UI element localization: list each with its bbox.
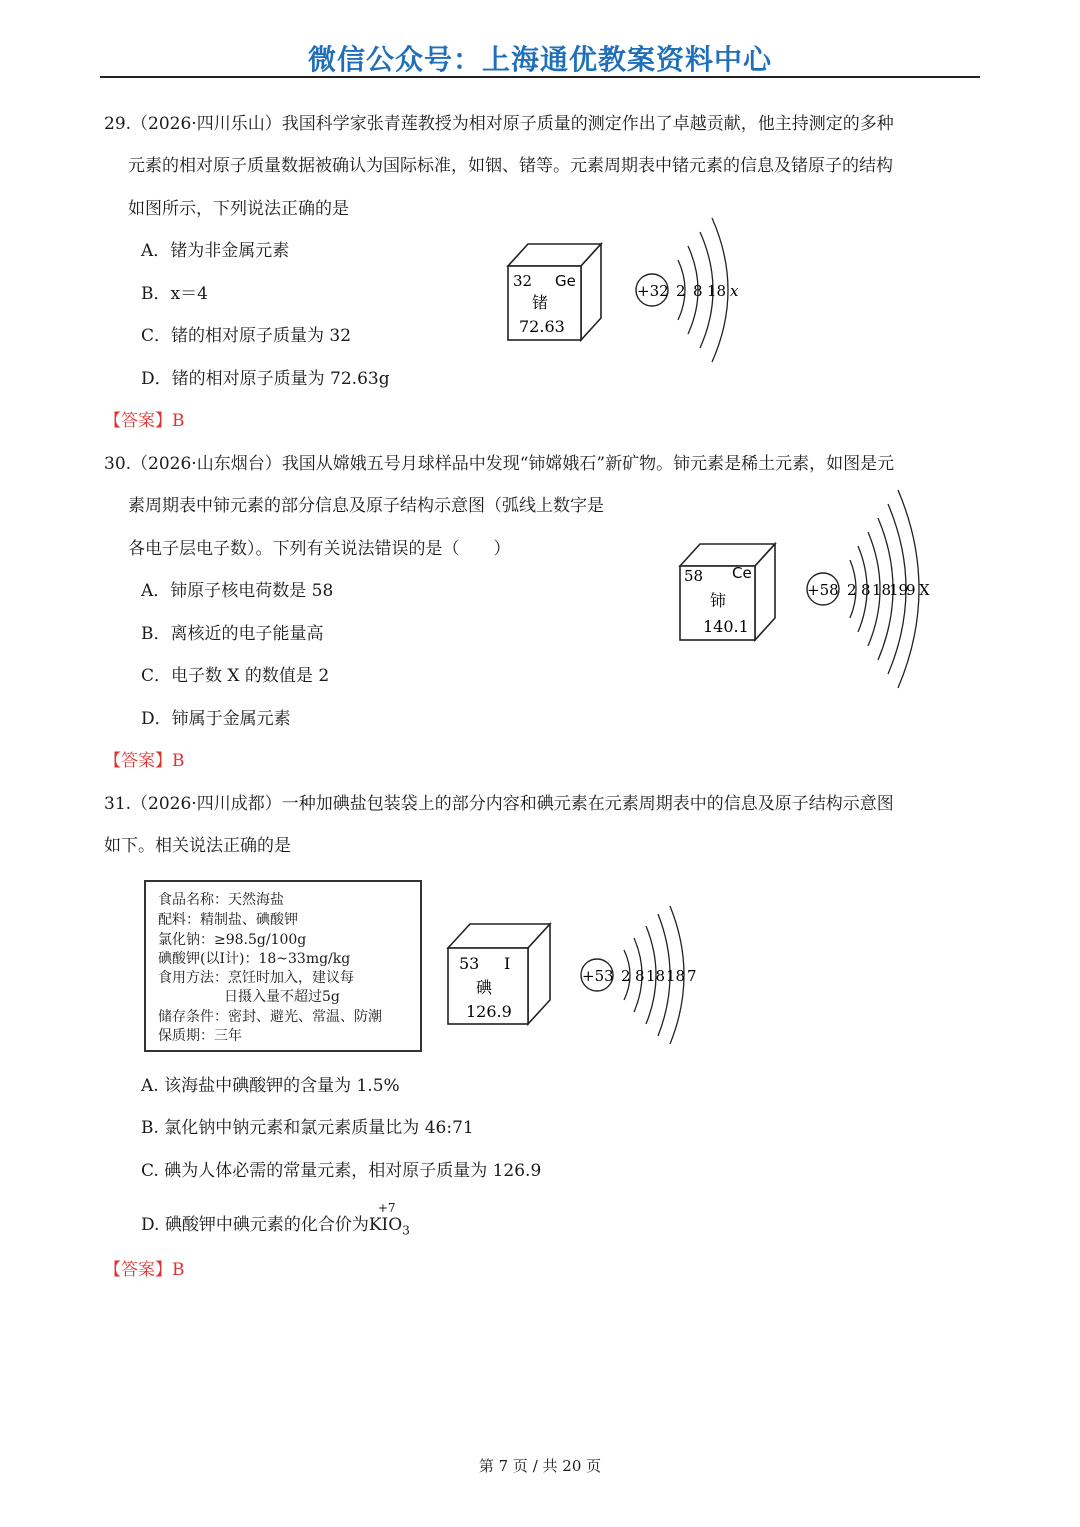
q31-formula-subscript: 3 [402, 1223, 410, 1238]
answer-bracket-close: 】 [155, 1260, 172, 1280]
header-divider [100, 76, 980, 78]
answer-label: 答案 [121, 751, 155, 771]
q31-element-cell [440, 918, 558, 1030]
header-title: 微信公众号：上海通优教案资料中心 [307, 43, 772, 76]
q31-atomic-number: 53 [459, 954, 480, 973]
page-footer: 第 7 页 / 共 20 页 [478, 1457, 602, 1475]
answer-value: B [172, 1260, 185, 1280]
answer-bracket-open: 【 [104, 751, 121, 771]
q29-stem-line3: 如图所示，下列说法正确的是 [128, 199, 349, 219]
q30-stem-line1: 30.（2026·山东烟台）我国从嫦娥五号月球样品中发现“铈嫦娥石”新矿物。铈元素是稀土元素，如图是元 [104, 454, 895, 474]
q30-stem-line2: 素周期表中铈元素的部分信息及原子结构示意图（弧线上数字是 [128, 496, 604, 516]
q29-option-d: D．锗的相对原子质量为 72.63g [141, 369, 390, 389]
q31-option-b: B. 氯化钠中钠元素和氯元素质量比为 46:71 [141, 1118, 474, 1138]
q29-atom-diagram [628, 208, 758, 373]
answer-label: 答案 [121, 411, 155, 431]
q30-shell-2: 8 [861, 581, 871, 599]
q31-shell-2: 8 [635, 967, 645, 985]
q30-shell-4: 19 [889, 581, 909, 599]
q31-nucleus-charge: +53 [582, 967, 614, 985]
q31-shell-3: 18 [646, 967, 666, 985]
answer-bracket-open: 【 [104, 1260, 121, 1280]
q30-option-a: A．铈原子核电荷数是 58 [141, 581, 334, 601]
label-line-potassium-iodate: 碘酸钾(以I计)：18~33mg/kg [158, 951, 351, 967]
q30-shell-3: 18 [872, 581, 892, 599]
q29-answer [104, 413, 185, 430]
q30-element-cell [672, 538, 784, 643]
q29-nucleus-charge: +32 [637, 282, 669, 300]
label-line-shelf-life: 保质期：三年 [158, 1028, 242, 1044]
q31-element-symbol: I [504, 954, 511, 973]
q31-shell-4: 18 [666, 967, 686, 985]
q29-option-c: C．锗的相对原子质量为 32 [141, 326, 352, 346]
label-line-food-name: 食品名称：天然海盐 [158, 892, 284, 908]
q30-element-symbol: Ce [732, 564, 752, 582]
answer-bracket-open: 【 [104, 411, 121, 431]
q30-shell-6: X [919, 581, 930, 599]
label-line-storage: 储存条件：密封、避光、常温、防潮 [158, 1009, 382, 1025]
q29-option-b: B．x＝4 [141, 284, 208, 304]
q31-element-name: 碘 [476, 978, 493, 997]
q31-atomic-mass: 126.9 [466, 1002, 512, 1021]
label-line-ingredients: 配料：精制盐、碘酸钾 [158, 912, 298, 928]
q30-element-name: 铈 [710, 591, 727, 610]
q31-shell-1: 2 [621, 967, 631, 985]
label-line-usage: 食用方法：烹饪时加入，建议每 [158, 970, 354, 986]
answer-value: B [172, 751, 185, 771]
q31-option-a: A. 该海盐中碘酸钾的含量为 1.5% [141, 1076, 400, 1096]
q30-atomic-number: 58 [684, 567, 704, 585]
q31-stem-line2: 如下。相关说法正确的是 [104, 836, 291, 856]
q30-shell-1: 2 [847, 581, 857, 599]
answer-bracket-close: 】 [155, 411, 172, 431]
q30-stem-line3: 各电子层电子数）。下列有关说法错误的是（ ） [128, 539, 511, 559]
q29-shell-3: 18 [707, 282, 727, 300]
q30-answer [104, 753, 185, 770]
q29-element-name: 锗 [532, 293, 549, 312]
q31-formula [368, 1201, 410, 1238]
q29-shell-1: 2 [676, 282, 686, 300]
answer-bracket-close: 】 [155, 751, 172, 771]
q30-shell-5: 9 [906, 581, 916, 599]
q30-option-b: B．离核近的电子能量高 [141, 624, 324, 644]
q29-atomic-number: 32 [513, 272, 533, 290]
q31-answer [104, 1262, 185, 1279]
q31-option-c: C. 碘为人体必需的常量元素，相对原子质量为 126.9 [141, 1161, 542, 1181]
q29-stem-line2: 元素的相对原子质量数据被确认为国际标准，如铟、锗等。元素周期表中锗元素的信息及锗原子的结构 [128, 156, 893, 176]
q31-option-d-text: D. 碘酸钾中碘元素的化合价为 [141, 1215, 369, 1235]
q29-element-symbol: Ge [555, 272, 576, 290]
q31-atom-diagram [574, 904, 702, 1044]
label-line-sodium-chloride: 氯化钠：≥98.5g/100g [158, 932, 307, 948]
q30-option-d: D．铈属于金属元素 [141, 709, 291, 729]
q30-atomic-mass: 140.1 [703, 617, 749, 636]
q30-option-c: C．电子数 X 的数值是 2 [141, 666, 330, 686]
q29-stem-line1: 29.（2026·四川乐山）我国科学家张青莲教授为相对原子质量的测定作出了卓越贡献，他主持测定的多种 [104, 114, 894, 134]
q31-valence: +7 [377, 1201, 396, 1215]
salt-package-label [144, 880, 422, 1052]
q30-nucleus-charge: +58 [807, 581, 839, 599]
q29-atomic-mass: 72.63 [519, 317, 565, 336]
q31-stem-line1: 31.（2026·四川成都）一种加碘盐包装袋上的部分内容和碘元素在元素周期表中的信息及原子结构示意图 [104, 794, 894, 814]
q31-formula-base: KIO [368, 1215, 403, 1235]
q31-shell-5: 7 [687, 967, 697, 985]
label-line-usage-cont: 日摄入量不超过5g [224, 989, 340, 1005]
q30-atom-diagram [798, 486, 948, 696]
q31-option-d [141, 1201, 410, 1238]
q29-option-a: A．锗为非金属元素 [141, 241, 290, 261]
q29-element-cell [500, 238, 610, 343]
answer-label: 答案 [121, 1260, 155, 1280]
answer-value: B [172, 411, 185, 431]
q29-shell-4: x [730, 282, 739, 300]
q29-shell-2: 8 [693, 282, 703, 300]
